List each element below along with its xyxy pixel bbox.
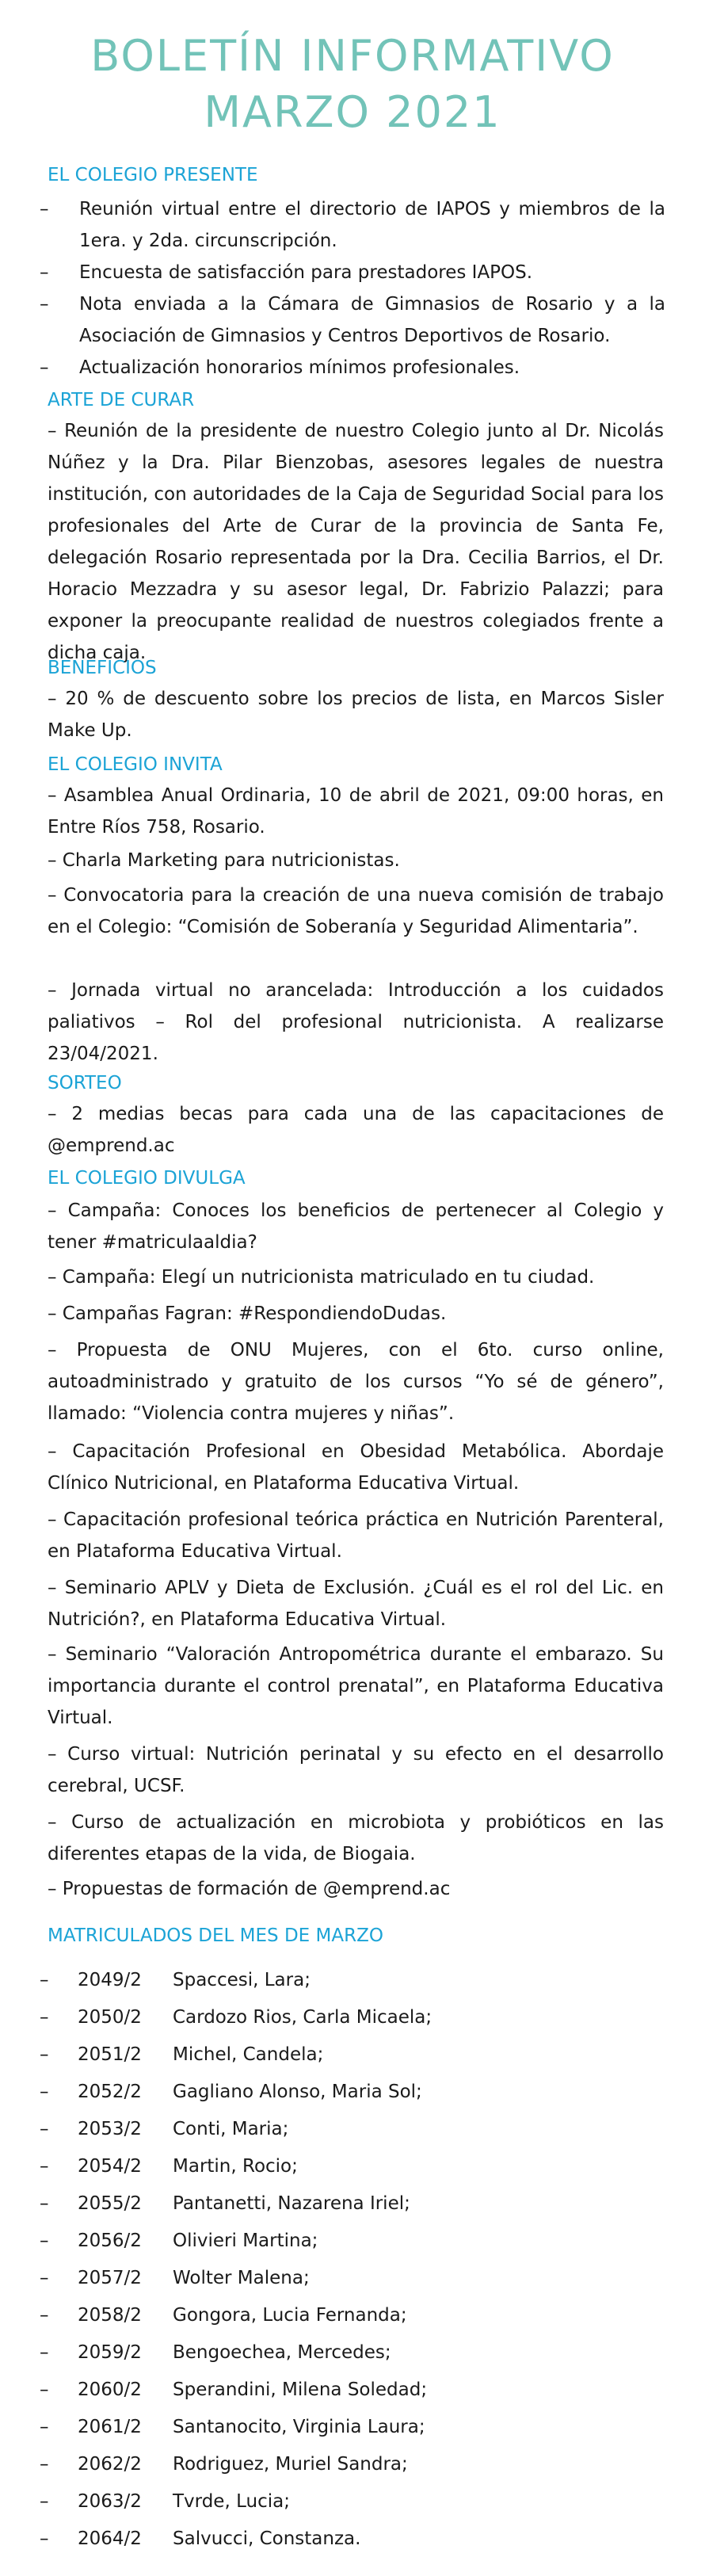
list-item: – Campaña: Elegí un nutricionista matriculado en tu ciudad. <box>48 1267 595 1288</box>
registration-number: 2057/2 <box>78 2268 142 2288</box>
list-item: – Asamblea Anual Ordinaria, 10 de abril de 2021, 09:00 horas, en Entre Ríos 758, Rosario. <box>48 785 664 838</box>
registration-number: 2054/2 <box>78 2156 142 2177</box>
member-name: Olivieri Martina; <box>173 2231 318 2251</box>
registration-number: 2062/2 <box>78 2454 142 2475</box>
registration-number: 2063/2 <box>78 2491 142 2512</box>
list-item: – Propuesta de ONU Mujeres, con el 6to. curso online, autoadministrado y gratuito de los cursos “Yo sé de género”, llamado: “Violencia contra mujeres y niñas”. <box>48 1340 664 1424</box>
list-item-text: Encuesta de satisfacción para prestadores IAPOS. <box>79 262 533 283</box>
list-item: – Seminario “Valoración Antropométrica durante el embarazo. Su importancia durante el control prenatal”, en Plataforma Educativa Virtual. <box>48 1644 664 1728</box>
registration-number: 2052/2 <box>78 2082 142 2102</box>
member-name: Pantanetti, Nazarena Iriel; <box>173 2193 410 2214</box>
list-item: – Curso virtual: Nutrición perinatal y su efecto en el desarrollo cerebral, UCSF. <box>48 1744 664 1796</box>
row-dash: – <box>40 2379 49 2400</box>
registration-number: 2056/2 <box>78 2231 142 2251</box>
list-item: – Capacitación profesional teórica práctica en Nutrición Parenteral, en Plataforma Educativa Virtual. <box>48 1509 664 1562</box>
row-dash: – <box>40 2528 49 2549</box>
list-dash: – <box>40 357 49 378</box>
row-dash: – <box>40 2454 49 2475</box>
row-dash: – <box>40 2044 49 2065</box>
list-item-text: Reunión virtual entre el directorio de IAPOS y miembros de la 1era. y 2da. circunscripción. <box>79 199 665 251</box>
list-item: – Capacitación Profesional en Obesidad Metabólica. Abordaje Clínico Nutricional, en Plataforma Educativa Virtual. <box>48 1441 664 1494</box>
member-name: Martin, Rocio; <box>173 2156 298 2177</box>
member-name: Sperandini, Milena Soledad; <box>173 2379 428 2400</box>
section-heading-colegio-presente: EL COLEGIO PRESENTE <box>48 165 258 185</box>
section-heading-beneficios: BENEFICIOS <box>48 658 157 678</box>
row-dash: – <box>40 2119 49 2139</box>
row-dash: – <box>40 2417 49 2437</box>
section-heading-colegio-invita: EL COLEGIO INVITA <box>48 754 223 775</box>
section-heading-matriculados: MATRICULADOS DEL MES DE MARZO <box>48 1925 383 1946</box>
row-dash: – <box>40 2082 49 2102</box>
list-item-text: Actualización honorarios mínimos profesionales. <box>79 357 520 378</box>
registration-number: 2051/2 <box>78 2044 142 2065</box>
member-name: Gongora, Lucia Fernanda; <box>173 2305 407 2326</box>
registration-number: 2059/2 <box>78 2342 142 2363</box>
row-dash: – <box>40 2193 49 2214</box>
registration-number: 2064/2 <box>78 2528 142 2549</box>
row-dash: – <box>40 1970 49 1990</box>
section-heading-colegio-divulga: EL COLEGIO DIVULGA <box>48 1168 246 1189</box>
list-item: – Campañas Fagran: #RespondiendoDudas. <box>48 1303 447 1324</box>
list-item: – Propuestas de formación de @emprend.ac <box>48 1879 451 1899</box>
member-name: Wolter Malena; <box>173 2268 310 2288</box>
member-name: Michel, Candela; <box>173 2044 324 2065</box>
registration-number: 2053/2 <box>78 2119 142 2139</box>
row-dash: – <box>40 2156 49 2177</box>
sorteo-paragraph: – 2 medias becas para cada una de las capacitaciones de @emprend.ac <box>48 1104 664 1156</box>
list-item-text: Nota enviada a la Cámara de Gimnasios de Rosario y a la Asociación de Gimnasios y Centros Deportivos de Rosario. <box>79 294 665 346</box>
list-item: – Jornada virtual no arancelada: Introducción a los cuidados paliativos – Rol del profesional nutricionista. A realizarse 23/04/2021. <box>48 980 664 1064</box>
list-item: – Charla Marketing para nutricionistas. <box>48 850 400 871</box>
registration-number: 2049/2 <box>78 1970 142 1990</box>
member-name: Salvucci, Constanza. <box>173 2528 361 2549</box>
row-dash: – <box>40 2268 49 2288</box>
member-name: Conti, Maria; <box>173 2119 289 2139</box>
section-heading-sorteo: SORTEO <box>48 1073 122 1093</box>
registration-number: 2050/2 <box>78 2007 142 2028</box>
list-item: – Campaña: Conoces los beneficios de pertenecer al Colegio y tener #matriculaaldia? <box>48 1200 664 1253</box>
registration-number: 2061/2 <box>78 2417 142 2437</box>
member-name: Tvrde, Lucia; <box>173 2491 290 2512</box>
list-dash: – <box>40 262 49 283</box>
registration-number: 2060/2 <box>78 2379 142 2400</box>
beneficios-paragraph: – 20 % de descuento sobre los precios de lista, en Marcos Sisler Make Up. <box>48 689 664 741</box>
row-dash: – <box>40 2342 49 2363</box>
member-name: Bengoechea, Mercedes; <box>173 2342 391 2363</box>
member-name: Santanocito, Virginia Laura; <box>173 2417 425 2437</box>
section-heading-arte-de-curar: ARTE DE CURAR <box>48 390 195 410</box>
title-line-2: MARZO 2021 <box>204 87 501 137</box>
row-dash: – <box>40 2231 49 2251</box>
row-dash: – <box>40 2491 49 2512</box>
list-dash: – <box>40 294 49 315</box>
registration-number: 2058/2 <box>78 2305 142 2326</box>
row-dash: – <box>40 2305 49 2326</box>
member-name: Rodriguez, Muriel Sandra; <box>173 2454 408 2475</box>
title-line-1: BOLETÍN INFORMATIVO <box>90 31 615 81</box>
row-dash: – <box>40 2007 49 2028</box>
registration-number: 2055/2 <box>78 2193 142 2214</box>
member-name: Spaccesi, Lara; <box>173 1970 311 1990</box>
list-item: – Seminario APLV y Dieta de Exclusión. ¿Cuál es el rol del Lic. en Nutrición?, en Plataforma Educativa Virtual. <box>48 1578 664 1630</box>
member-name: Cardozo Rios, Carla Micaela; <box>173 2007 433 2028</box>
list-item: – Curso de actualización en microbiota y probióticos en las diferentes etapas de la vida, de Biogaia. <box>48 1812 664 1864</box>
list-item: – Convocatoria para la creación de una nueva comisión de trabajo en el Colegio: “Comisión de Soberanía y Seguridad Alimentaria”. <box>48 885 664 937</box>
list-dash: – <box>40 199 49 219</box>
member-name: Gagliano Alonso, Maria Sol; <box>173 2082 422 2102</box>
arte-de-curar-paragraph: – Reunión de la presidente de nuestro Colegio junto al Dr. Nicolás Núñez y la Dra. Pilar Bienzobas, asesores legales de nuestra institución, con autoridades de la Caja de Seguridad Social para los profesionales del Arte de Curar de la provincia de Santa Fe, delegación Rosario representada por la Dra. Cecilia Barrios, el Dr. Horacio Mezzadra y su asesor legal, Dr. Fabrizio Palazzi; para exponer la preocupante realidad de nuestros colegiados frente a dicha caja. <box>48 421 664 663</box>
